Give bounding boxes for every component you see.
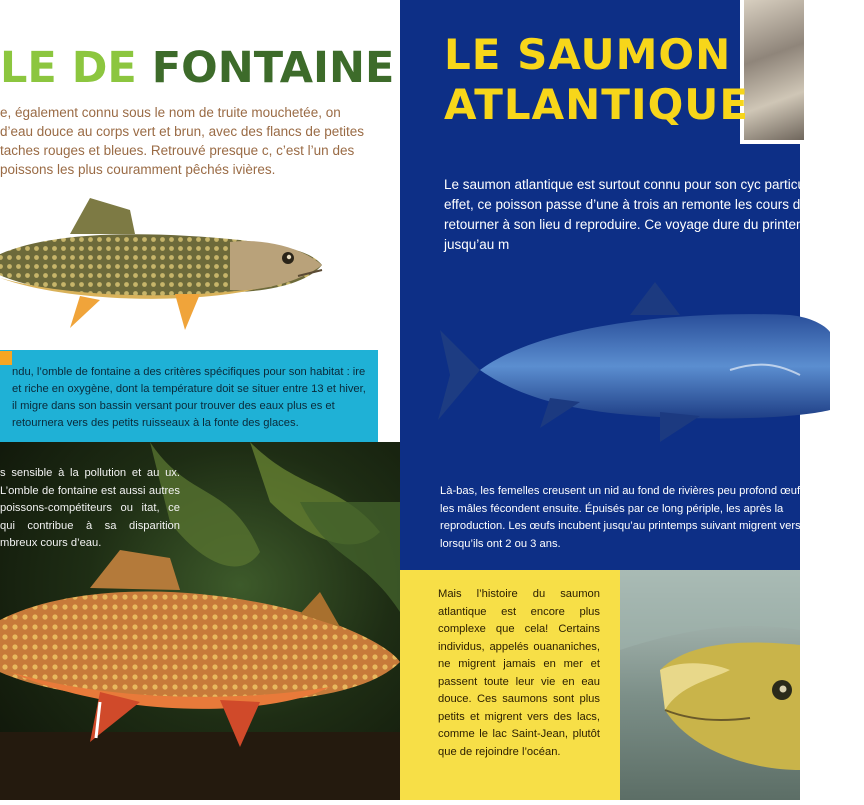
- title-part-light: LE DE: [0, 43, 137, 93]
- ouananiche-text: Mais l’histoire du saumon atlantique est encore plus complexe que cela! Certains individus, appelés ouananiches, ne migrent jamais en mer et passent toute leur vie en eau douce. Ces saumons sont plus petits et migrent vers des lacs, comme le lac Saint-Jean, plutôt que de rejoindre l’océan.: [438, 588, 600, 758]
- salmon-head: [620, 570, 800, 800]
- atlantic-salmon-intro: Le saumon atlantique est surtout connu pour son cyc particulier. En effet, ce poisson passe d’une à trois an remonte les cours d’eau pour retourner à son lieu d reproduire. Ce voyage dure du printemps jusqu’au m: [444, 177, 857, 252]
- habitat-text: ndu, l’omble de fontaine a des critères spécifiques pour son habitat : ire et riche en oxygène, dont la température doit se situer entre 13 et hiver, il migre dans son bassin versant pour trouver des eaux plus es et retournera vers des petits ruisseaux à la fonte des glaces.: [12, 366, 366, 429]
- ouananiche-box: [400, 570, 620, 800]
- trout-pollution-text: s sensible à la pollution et au ux. L’omble de fontaine est aussi autres poissons-compétiteurs ou itat, ce qui contribue à sa disparition mbreux cours d’eau.: [0, 467, 180, 549]
- brook-trout-title: [0, 38, 400, 98]
- brook-trout-photo: [0, 190, 340, 340]
- brook-trout-underwater-fish: [0, 552, 410, 752]
- brook-trout-habitat-box: [0, 350, 378, 442]
- atlantic-salmon-photo: [430, 270, 830, 450]
- atlantic-salmon-title: [444, 30, 749, 130]
- title-part-dark: FONTAINE: [151, 43, 395, 93]
- right-page: [400, 0, 857, 800]
- left-page: [0, 0, 400, 800]
- ouananiche-photo: [620, 570, 800, 800]
- title-line-2: ATLANTIQUE: [444, 80, 750, 129]
- brook-trout-intro: e, également connu sous le nom de truite mouchetée, on d’eau douce au corps vert et brun, avec des flancs de petites taches rouges et bleues. Retrouvé presque c, c’est l’un des poissons les plus couramment pêchés ivières.: [0, 105, 364, 177]
- spawning-text: Là-bas, les femelles creusent un nid au fond de rivières peu profond œufs, que les mâles fécondent ensuite. Épuisés par ce long périple, les après la reproduction. Les œufs incubent jusqu’au printemps suivant migrent vers l’océan lorsqu’ils ont 2 ou 3 ans.: [440, 485, 840, 550]
- riverbed-photo: [740, 0, 804, 144]
- orange-tab: [0, 351, 12, 365]
- title-line-1: LE SAUMON: [444, 30, 732, 79]
